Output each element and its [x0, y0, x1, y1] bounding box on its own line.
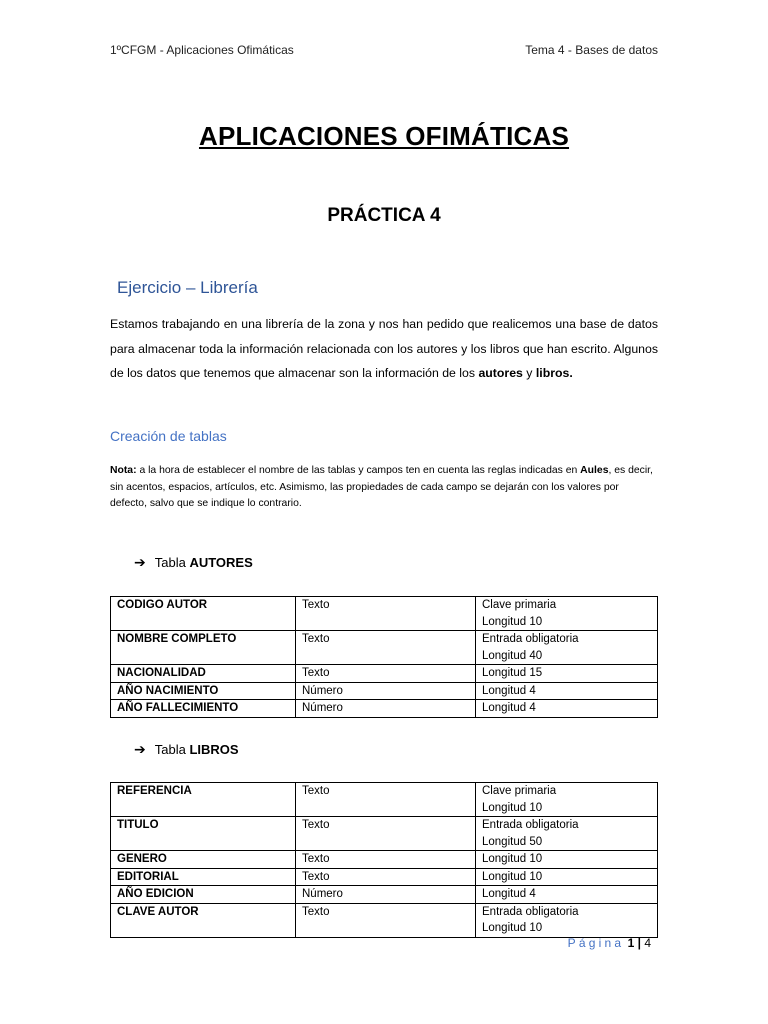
- table-label-libros: [134, 741, 239, 758]
- field-props-cell: [476, 851, 658, 869]
- field-props-cell: [476, 903, 658, 937]
- table-row: [111, 851, 658, 869]
- field-property: Clave primaria: [482, 599, 557, 611]
- field-props-cell: [476, 631, 658, 665]
- field-name-cell: NACIONALIDAD: [111, 665, 296, 683]
- field-name-cell: GENERO: [111, 851, 296, 869]
- field-property: Clave primaria: [482, 785, 557, 797]
- table-row: [111, 700, 658, 718]
- table-prefix: Tabla: [154, 555, 186, 570]
- field-property: Longitud 10: [482, 922, 543, 934]
- table-name: LIBROS: [189, 742, 239, 757]
- table-row: [111, 903, 658, 937]
- page-number: 1: [627, 936, 635, 950]
- intro-mid: y: [522, 366, 536, 380]
- table-autores: [110, 596, 658, 718]
- field-props-cell: [476, 783, 658, 817]
- table-prefix: Tabla: [154, 742, 186, 757]
- field-name-cell: CLAVE AUTOR: [111, 903, 296, 937]
- field-name-cell: REFERENCIA: [111, 783, 296, 817]
- field-name-cell: TITULO: [111, 817, 296, 851]
- table-row: [111, 783, 658, 817]
- field-props-cell: [476, 868, 658, 886]
- intro-bold-libros: libros: [535, 366, 570, 380]
- field-type-cell: Texto: [296, 851, 476, 869]
- arrow-right-icon: ➔: [134, 554, 146, 570]
- page-word: Página: [567, 936, 625, 950]
- note-paragraph: [110, 463, 658, 513]
- field-name-cell: AÑO EDICION: [111, 886, 296, 904]
- intro-end: .: [569, 366, 573, 380]
- field-property: Longitud 15: [482, 667, 543, 679]
- field-property: Longitud 10: [482, 853, 543, 865]
- field-name-cell: AÑO FALLECIMIENTO: [111, 700, 296, 718]
- note-label: Nota:: [110, 465, 137, 476]
- field-props-cell: [476, 817, 658, 851]
- section-heading: Creación de tablas: [110, 428, 227, 444]
- field-property: Entrada obligatoria: [482, 819, 579, 831]
- table-row: [111, 682, 658, 700]
- table-row: [111, 665, 658, 683]
- header-right: Tema 4 - Bases de datos: [525, 43, 658, 57]
- note-bold-aules: Aules: [580, 465, 609, 476]
- field-type-cell: Texto: [296, 783, 476, 817]
- field-property: Entrada obligatoria: [482, 905, 579, 918]
- page-footer: [568, 936, 651, 950]
- table-row: [111, 868, 658, 886]
- field-property: Entrada obligatoria: [482, 633, 579, 645]
- field-props-cell: [476, 682, 658, 700]
- field-name-cell: CODIGO AUTOR: [111, 597, 296, 631]
- field-property: Longitud 10: [482, 615, 543, 628]
- page-separator: |: [637, 936, 641, 950]
- page-total: 4: [644, 936, 651, 950]
- field-props-cell: [476, 886, 658, 904]
- arrow-right-icon: ➔: [134, 741, 146, 757]
- document-title: APLICACIONES OFIMÁTICAS: [198, 121, 570, 151]
- field-props-cell: [476, 665, 658, 683]
- field-property: Longitud 4: [482, 702, 536, 714]
- table-libros: [110, 782, 658, 938]
- practice-title: PRÁCTICA 4: [327, 205, 441, 226]
- field-property: Longitud 40: [482, 649, 543, 662]
- field-property: Longitud 10: [482, 870, 543, 883]
- field-props-cell: [476, 700, 658, 718]
- intro-text: Estamos trabajando en una librería de la zona y nos han pedido que realicemos una base de datos para almacenar toda la información relacionada con los autores y los libros que han escrito. Algunos de los datos que tenemos que almacenar son la información de los: [110, 317, 658, 380]
- field-property: Longitud 4: [482, 888, 536, 900]
- field-property: Longitud 4: [482, 684, 536, 697]
- field-name-cell: AÑO NACIMIENTO: [111, 682, 296, 700]
- field-type-cell: Número: [296, 886, 476, 904]
- field-type-cell: Texto: [296, 665, 476, 683]
- table-row: [111, 597, 658, 631]
- field-type-cell: Número: [296, 682, 476, 700]
- exercise-heading: Ejercicio – Librería: [117, 278, 258, 297]
- table-row: [111, 886, 658, 904]
- field-type-cell: Texto: [296, 817, 476, 851]
- field-type-cell: Texto: [296, 868, 476, 886]
- intro-paragraph: [110, 312, 658, 386]
- table-label-autores: [134, 554, 253, 571]
- field-property: Longitud 50: [482, 835, 543, 848]
- field-type-cell: Texto: [296, 903, 476, 937]
- table-row: [111, 817, 658, 851]
- field-props-cell: [476, 597, 658, 631]
- table-row: [111, 631, 658, 665]
- field-type-cell: Número: [296, 700, 476, 718]
- note-text-1: a la hora de establecer el nombre de las tablas y campos ten en cuenta las reglas indicadas en: [136, 465, 581, 476]
- field-type-cell: Texto: [296, 631, 476, 665]
- header-left: 1ºCFGM - Aplicaciones Ofimáticas: [110, 43, 294, 57]
- field-property: Longitud 10: [482, 801, 543, 814]
- field-name-cell: NOMBRE COMPLETO: [111, 631, 296, 665]
- field-name-cell: EDITORIAL: [111, 868, 296, 886]
- table-name: AUTORES: [189, 555, 253, 570]
- intro-bold-autores: autores: [478, 366, 523, 380]
- note-text-2: , es decir, sin acentos, espacios, artículos, etc. Asimismo, las propiedades de cada campo se dejarán con los valores por defecto, salvo que se indique lo contrario.: [110, 465, 653, 509]
- field-type-cell: Texto: [296, 597, 476, 631]
